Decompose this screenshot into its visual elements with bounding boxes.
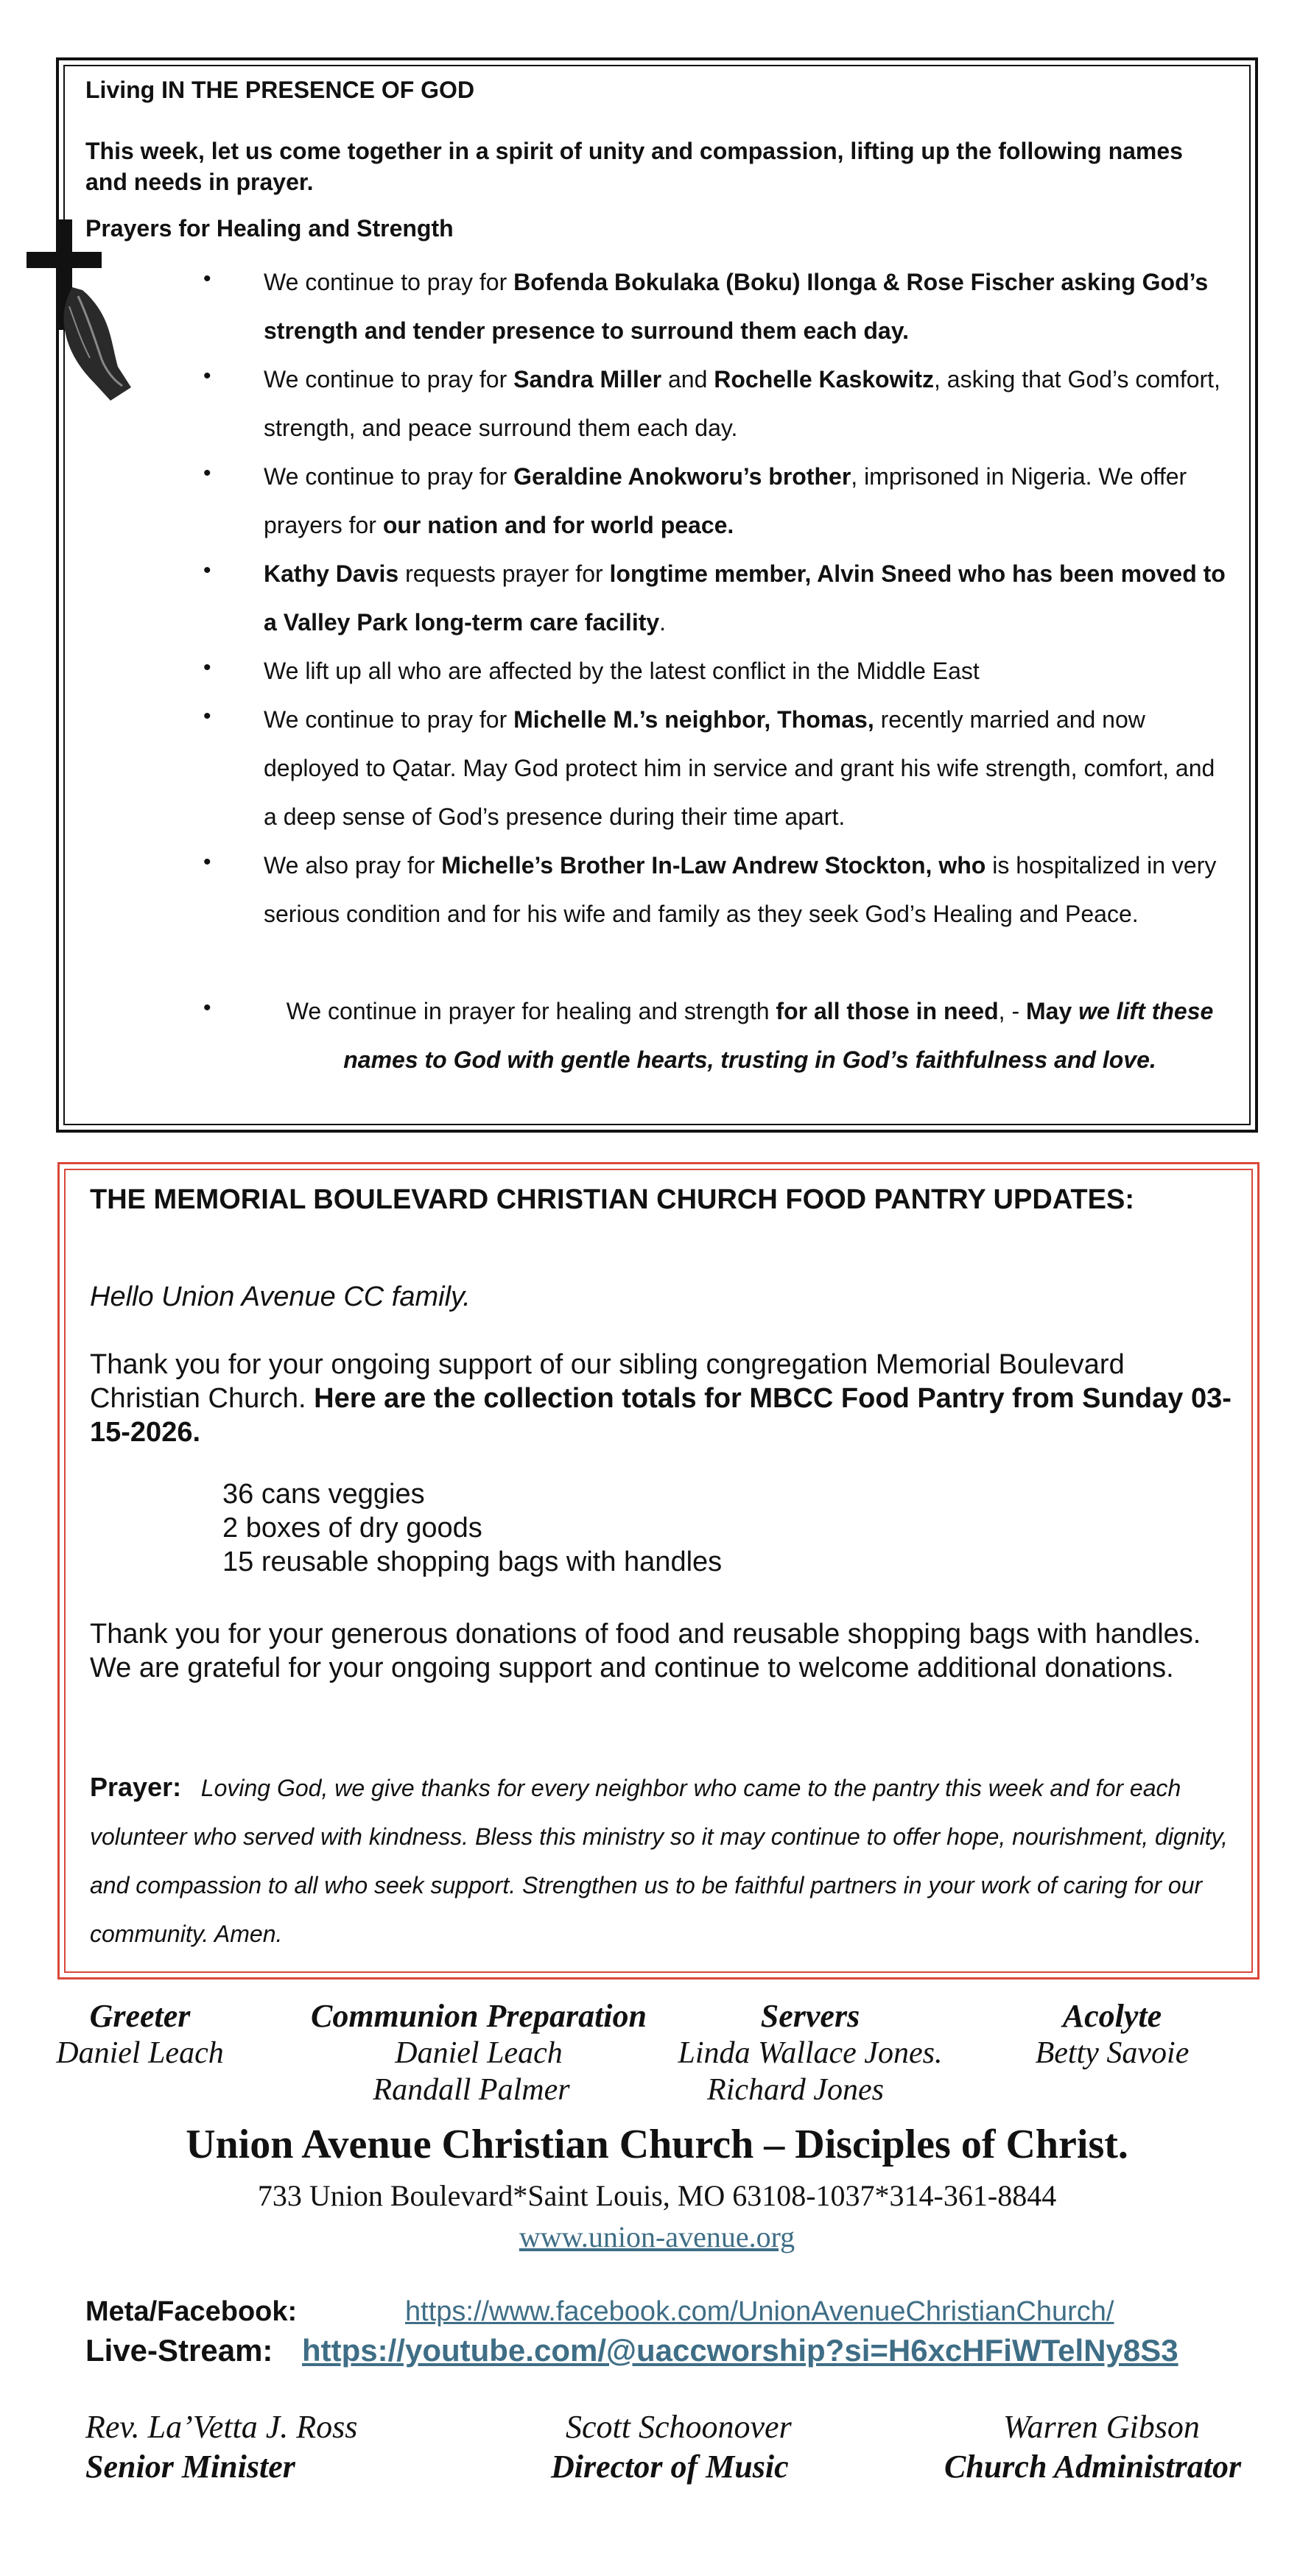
prayer-item: We continue in prayer for healing and strength for all those in need, - May we lift these names to God with gentle hearts, trusting in God’s faithfulness and love. [286,998,1214,1073]
role-name: Daniel Leach [395,2036,563,2070]
role-title-acolyte: Acolyte [1062,1998,1162,2034]
prayer-item: We lift up all who are affected by the latest conflict in the Middle East [264,658,980,684]
prayer-item: We continue to pray for Sandra Miller and Rochelle Kaskowitz, asking that God’s comfort, strength, and peace surround them each day. [264,366,1220,441]
role-name: Richard Jones [707,2073,884,2107]
prayer-item: We continue to pray for Bofenda Bokulaka (Boku) Ilonga & Rose Fischer asking God’s strength and tender presence to surround them each day. [264,269,1209,344]
bullet-marker: • [203,996,211,1020]
role-title-greeter: Greeter [89,1998,191,2034]
prayer-item: We continue to pray for Geraldine Anokworu’s brother, imprisoned in Nigeria. We offer prayers for our nation and for world peace. [264,463,1187,538]
staff-name: Rev. La’Vetta J. Ross [85,2409,358,2445]
pantry-item: 2 boxes of dry goods [222,1513,482,1544]
church-name: Union Avenue Christian Church – Disciples of Christ. [186,2122,1128,2167]
role-title-servers: Servers [760,1998,860,2034]
pantry-title: THE MEMORIAL BOULEVARD CHRISTIAN CHURCH FOOD PANTRY UPDATES: [90,1184,1134,1215]
role-name: Betty Savoie [1035,2036,1190,2070]
prayer-item: We continue to pray for Michelle M.’s neighbor, Thomas, recently married and now deployed to Qatar. May God protect him in service and grant his wife strength, comfort, and a deep sense of God’s presence during their time apart. [264,706,1215,830]
staff-title: Church Administrator [944,2449,1242,2485]
staff-name: Warren Gibson [1003,2409,1200,2445]
pantry-thanks-donations: Thank you for your generous donations of food and reusable shopping bags with handles. We are grateful for your ongoing support and continue to welcome additional donations. [90,1619,1201,1683]
bullet-marker: • [203,558,211,583]
livestream-label: Live-Stream: [85,2333,273,2368]
bullet-marker: • [203,850,211,874]
role-name: Daniel Leach [56,2036,224,2070]
livestream-link[interactable]: https://youtube.com/@uaccworship?si=H6xcHFiWTelNy8S3 [302,2333,1178,2368]
facebook-label: Meta/Facebook: [85,2296,298,2327]
bullet-marker: • [203,704,211,728]
bullet-marker: • [203,461,211,485]
bullet-marker: • [203,364,211,388]
pantry-prayer: Prayer: Loving God, we give thanks for every neighbor who came to the pantry this week and for each volunteer who served with kindness. Bless this ministry so it may continue to offer hope, nourishment, dignity, and compassion to all who seek support. Strengthen us to be faithful partners in your work of caring for our community. Amen. [90,1772,1229,1947]
bullet-marker: • [203,267,211,291]
staff-title: Director of Music [551,2449,789,2485]
church-website-link[interactable]: www.union-avenue.org [519,2220,795,2253]
church-address: 733 Union Boulevard*Saint Louis, MO 63108-1037*314-361-8844 [257,2179,1057,2212]
pantry-thanks: Thank you for your ongoing support of our sibling congregation Memorial Boulevard Christian Church. Here are the collection totals for MBCC Food Pantry from Sunday 03-15-2026. [90,1349,1232,1448]
role-name: Linda Wallace Jones. [678,2036,943,2070]
pantry-item: 36 cans veggies [222,1479,425,1510]
pantry-greeting: Hello Union Avenue CC family. [90,1281,471,1312]
pantry-item: 15 reusable shopping bags with handles [222,1546,723,1577]
staff-name: Scott Schoonover [566,2409,792,2445]
staff-title: Senior Minister [85,2449,295,2485]
role-title-communion: Communion Preparation [310,1998,647,2034]
prayer-title: Living IN THE PRESENCE OF GOD [85,77,475,103]
prayer-intro: This week, let us come together in a spirit of unity and compassion, lifting up the following names and needs in prayer. [85,138,1183,195]
facebook-link[interactable]: https://www.facebook.com/UnionAvenueChristianChurch/ [405,2296,1114,2327]
role-name: Randall Palmer [373,2073,570,2107]
prayer-item: We also pray for Michelle’s Brother In-Law Andrew Stockton, who is hospitalized in very serious condition and for his wife and family as they seek God’s Healing and Peace. [264,852,1217,927]
bullet-marker: • [203,655,211,680]
praying-hands-cross-icon [21,219,138,411]
prayer-item: Kathy Davis requests prayer for longtime member, Alvin Sneed who has been moved to a Valley Park long-term care facility. [264,560,1226,636]
prayer-subheading: Prayers for Healing and Strength [85,215,454,242]
